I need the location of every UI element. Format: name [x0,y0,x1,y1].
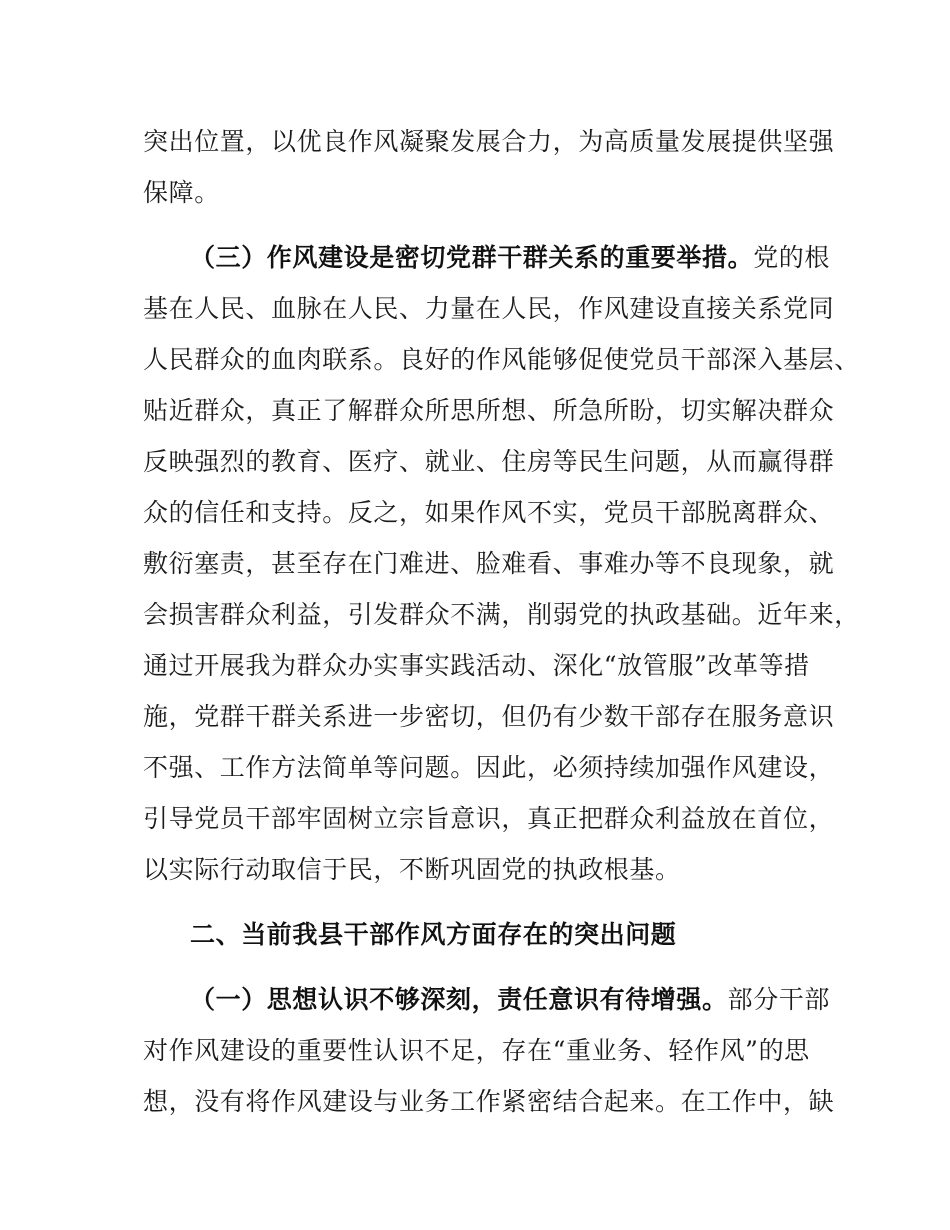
paragraph-line: 施，党群干群关系进一步密切，但仍有少数干部存在服务意识 [143,702,835,731]
section-3-heading: （三）作风建设是密切党群干群关系的重要举措。 [190,243,754,272]
section-3-first-line [190,241,830,275]
subsection-1-first-line-rest: 部分干部 [727,985,831,1014]
subsection-1-first-line [190,983,830,1017]
paragraph-line: 敷衍塞责，甚至存在门难进、脸难看、事难办等不良现象，就 [143,549,835,578]
paragraph-line: 想，没有将作风建设与业务工作紧密结合起来。在工作中，缺 [143,1087,835,1116]
paragraph-line: 反映强烈的教育、医疗、就业、住房等民生问题，从而赢得群 [143,447,835,476]
paragraph-line: 基在人民、血脉在人民、力量在人民，作风建设直接关系党同 [143,294,835,323]
paragraph-line: 以实际行动取信于民，不断巩固党的执政根基。 [143,855,681,884]
section-3-first-line-rest: 党的根 [753,243,831,272]
paragraph-line: 突出位置，以优良作风凝聚发展合力，为高质量发展提供坚强 [143,127,835,156]
paragraph-line: 会损害群众利益，引发群众不满，削弱党的执政基础。近年来， [143,600,860,629]
subsection-1-heading: （一）思想认识不够深刻，责任意识有待增强。 [190,985,728,1014]
paragraph-line: 通过开展我为群众办实事实践活动、深化“放管服”改革等措 [143,651,810,680]
paragraph-line: 贴近群众，真正了解群众所思所想、所急所盼，切实解决群众 [143,396,835,425]
paragraph-line: 保障。 [143,178,220,207]
part-2-heading: 二、当前我县干部作风方面存在的突出问题 [190,920,677,949]
paragraph-line: 众的信任和支持。反之，如果作风不实，党员干部脱离群众、 [143,498,835,527]
paragraph-line: 引导党员干部牢固树立宗旨意识，真正把群众利益放在首位， [143,804,835,833]
paragraph-line: 人民群众的血肉联系。良好的作风能够促使党员干部深入基层、 [143,345,860,374]
paragraph-line: 对作风建设的重要性认识不足，存在“重业务、轻作风”的思 [143,1036,810,1065]
paragraph-line: 不强、工作方法简单等问题。因此，必须持续加强作风建设， [143,753,835,782]
